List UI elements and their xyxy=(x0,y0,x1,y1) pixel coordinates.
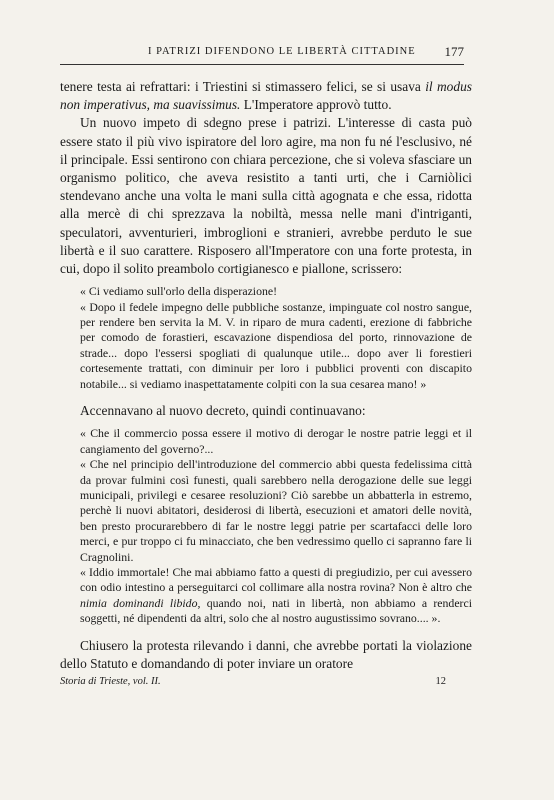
header-rule xyxy=(60,64,464,65)
quote-paragraph-3: « Che il commercio possa essere il motivo di derogar le nostre patrie leggi et il cangiamento del governo?... xyxy=(80,426,472,456)
running-title: I PATRIZI DIFENDONO LE LIBERTÀ CITTADINE xyxy=(148,46,416,57)
paragraph-1: tenere testa ai refrattari: i Triestini si stimassero felici, se si usava il modus non imperativus, ma suavissimus. L'Imperatore approvò tutto. xyxy=(60,79,472,113)
quote-paragraph-2: « Dopo il fedele impegno delle pubbliche sostanze, impinguate col nostro sangue, per rendere ben servita la M. V. in riparo de mura cadenti, erezione di fabbriche per comodo de forastieri, escavazione dispendiosa del porto, rinnovazione de strade... dopo l'essersi spogliati di qualunque utile... dopo aver li forestieri cortesemente trattati, con diminuir per loro i pubblici proventi con discapito notabile... si vediamo inaspettatamente colpiti con la sua cesarea mano! » xyxy=(80,299,472,391)
quote-line-1: « Ci vediamo sull'orlo della disperazione! xyxy=(80,284,278,299)
signature-mark: 12 xyxy=(435,676,446,687)
page-footer xyxy=(60,676,464,687)
quotation-block-2 xyxy=(80,426,472,626)
paragraph-2: Un nuovo impeto di sdegno prese i patrizi. L'interesse di casta può essere stato il più vivo ispiratore del loro agire, ma non fu né l'esclusivo, né il principale. Essi sentirono con chiara percezione, che si voleva sfasciare un organismo politico, che aveva resistito a tanti urti, che i Carniòlici stendevano anche una volta le mani sulla città agognata e che essa, ridotta alla mercè di chi sprezzava la nobiltà, messa nelle mani d'intriganti, speculatori, avventurieri, imbroglioni e stranieri, avrebbe perduto le sue libertà e il suo carattere. Risposero all'Imperatore con una forte protesta, in cui, dopo il solito preambolo cortigianesco e piallone, scrissero: xyxy=(60,115,472,277)
quotation-block-1 xyxy=(80,284,472,392)
quote-paragraph-4: « Che nel principio dell'introduzione del commercio abbi questa fedelissima città da provar fulmini così funesti, quali sarebbero nella derogazione delle sue leggi municipali, privilegi e cesaree resoluzioni? Ciò sarebbe un abbatterla in estremo, perchè li nuovi abitatori, desiderosi di libertà, esecuzioni et amatori delle novità, ben presto procurarebbero di far le nostre leggi patrie per scartafacci delle loro merci, e pur troppo ci fu minacciato, che ben vedressimo quello ci sapranno fare li Cragnolini. xyxy=(80,457,472,564)
paragraph-4: Chiusero la protesta rilevando i danni, che avrebbe portati la violazione dello Statuto e domandando di poter inviare un oratore xyxy=(60,637,472,671)
footer-source: Storia di Trieste, vol. II. xyxy=(60,676,161,687)
page-number: 177 xyxy=(444,44,464,59)
paragraph-3: Accennavano al nuovo decreto, quindi continuavano: xyxy=(80,403,366,419)
quote-paragraph-5: « Iddio immortale! Che mai abbiamo fatto a questi di pregiudizio, per cui avessero con odio intestino a perseguitarci col collimare alla nostra rovina? Non è altro che nimia dominandi libido, quando noi, nati in libertà, non abbiamo a renderci soggetti, né dipendenti da altri, solo che al nostro augustissimo sovrano.... ». xyxy=(80,564,472,626)
page-body xyxy=(60,78,472,673)
